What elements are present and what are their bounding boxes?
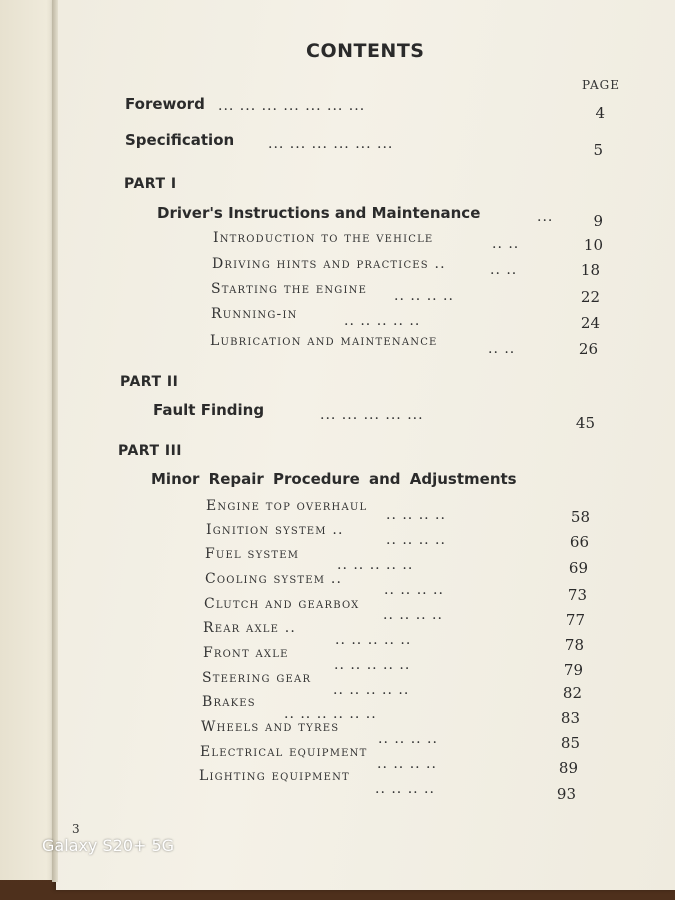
part-3-item-dots: .. .. .. .. ..	[334, 657, 411, 673]
part-3-item-label: Engine top overhaul	[206, 498, 368, 514]
part-3-item-page: 73	[567, 586, 587, 604]
part-2-title: PART II	[120, 374, 179, 390]
folio-page-number: 3	[72, 822, 80, 836]
foreword-dots: ... ... ... ... ... ... ...	[218, 98, 366, 114]
part-3-item-page: 79	[563, 661, 583, 679]
part-3-item-label: Clutch and gearbox	[204, 596, 360, 612]
part-3-item-dots: .. .. .. .. ..	[337, 557, 414, 573]
page-column-label: PAGE	[582, 78, 620, 92]
part-3-item-dots: .. .. .. ..	[386, 507, 446, 523]
part-1-item-page: 26	[578, 340, 598, 358]
part-3-item-label: Brakes	[202, 694, 256, 710]
part-3-item-label: Front axle	[203, 645, 289, 661]
part-1-item-dots: .. .. .. ..	[394, 288, 454, 304]
part-3-item-label: Ignition system ..	[206, 522, 344, 538]
part-2-heading-page: 45	[575, 414, 595, 432]
camera-watermark: Galaxy S20+ 5G	[42, 836, 175, 855]
part-1-item-dots: .. .. .. .. ..	[344, 313, 421, 329]
part-3-item-label: Electrical equipment	[200, 744, 368, 760]
part-1-item-page: 22	[580, 288, 600, 306]
part-1-heading-page: 9	[593, 212, 603, 230]
part-1-item-label: Starting the engine	[211, 281, 368, 297]
part-1-item-label: Lubrication and maintenance	[210, 333, 438, 349]
part-3-item-page: 82	[562, 684, 582, 702]
part-3-title: PART III	[118, 443, 183, 459]
part-2-heading: Fault Finding	[153, 401, 265, 419]
part-3-item-page: 83	[560, 709, 580, 727]
part-3-item-page: 66	[569, 533, 589, 551]
part-1-item-page: 18	[580, 261, 600, 279]
part-1-item-dots: .. ..	[492, 236, 520, 252]
left-page-edge	[0, 0, 58, 880]
part-3-item-label: Lighting equipment	[199, 768, 350, 784]
part-3-item-label: Wheels and tyres	[201, 719, 340, 735]
part-2-heading-dots: ... ... ... ... ...	[320, 407, 424, 423]
part-3-item-dots: .. .. .. .. ..	[333, 682, 410, 698]
part-3-item-dots: .. .. .. ..	[378, 731, 438, 747]
part-1-heading-dots: ...	[537, 209, 554, 225]
specification-page: 5	[593, 141, 603, 159]
part-1-item-page: 10	[583, 236, 603, 254]
part-3-item-dots: .. .. .. ..	[377, 756, 437, 772]
part-1-item-label: Running-in	[211, 306, 298, 322]
book-gutter	[52, 0, 58, 882]
part-3-item-label: Fuel system	[205, 546, 300, 562]
part-1-title: PART I	[124, 176, 177, 192]
part-1-item-page: 24	[580, 314, 600, 332]
part-3-item-page: 69	[568, 559, 588, 577]
part-3-item-page: 78	[564, 636, 584, 654]
part-3-item-page: 93	[556, 785, 576, 803]
part-1-item-dots: .. ..	[488, 341, 516, 357]
specification-dots: ... ... ... ... ... ...	[268, 136, 394, 152]
contents-heading: CONTENTS	[306, 40, 425, 62]
part-3-item-page: 85	[560, 734, 580, 752]
foreword-label: Foreword	[125, 95, 205, 113]
part-3-item-label: Steering gear	[202, 670, 312, 686]
part-3-item-label: Rear axle ..	[203, 620, 297, 636]
part-3-item-label: Cooling system ..	[205, 571, 343, 587]
part-3-item-dots: .. .. .. ..	[375, 781, 435, 797]
part-1-item-label: Introduction to the vehicle	[213, 230, 434, 246]
part-3-item-dots: .. .. .. ..	[383, 607, 443, 623]
part-1-item-dots: .. ..	[490, 262, 518, 278]
part-3-item-dots: .. .. .. .. ..	[335, 632, 412, 648]
part-1-heading: Driver's Instructions and Maintenance	[157, 204, 481, 222]
part-3-heading: Minor Repair Procedure and Adjustments	[151, 470, 517, 488]
foreword-page: 4	[595, 104, 605, 122]
specification-label: Specification	[125, 131, 235, 149]
part-3-item-dots: .. .. .. ..	[384, 582, 444, 598]
part-3-item-page: 89	[558, 759, 578, 777]
part-3-item-dots: .. .. .. .. .. ..	[284, 706, 377, 722]
part-3-item-page: 77	[565, 611, 585, 629]
part-3-item-dots: .. .. .. ..	[386, 532, 446, 548]
part-3-item-page: 58	[570, 508, 590, 526]
part-1-item-label: Driving hints and practices ..	[212, 256, 446, 272]
